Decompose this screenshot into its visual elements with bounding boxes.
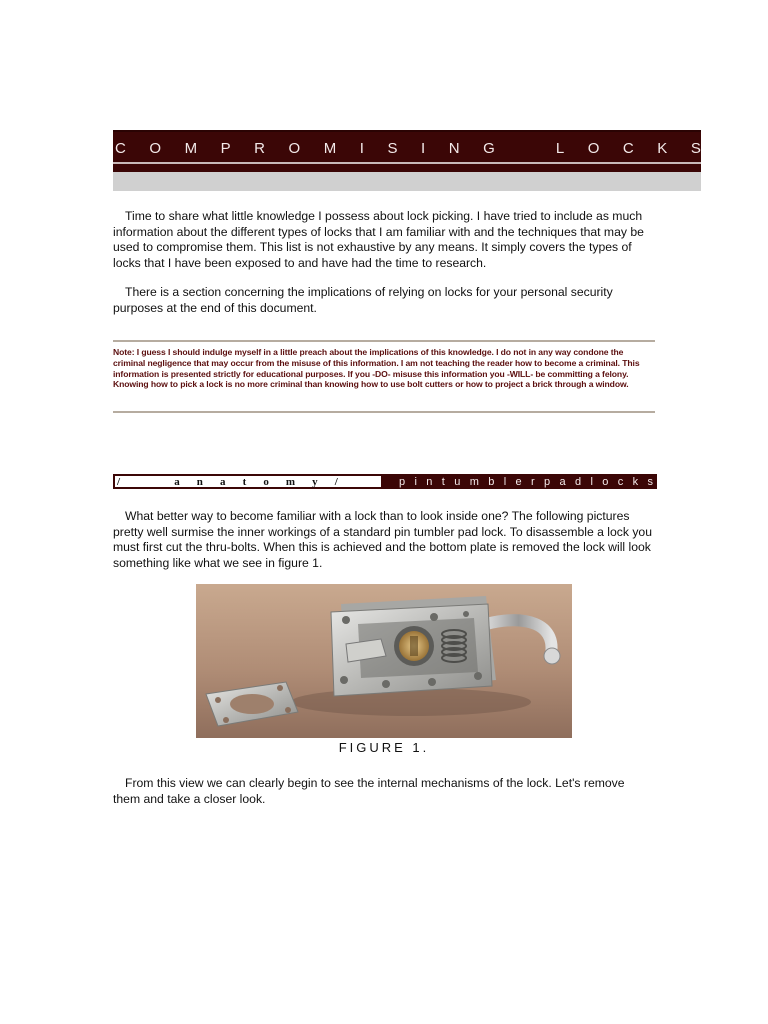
section-label-pin-tumbler [399, 474, 653, 489]
section-char: n [426, 475, 433, 488]
section-label-anatomy [114, 475, 382, 488]
title-letter: O [149, 140, 162, 157]
title-letter: I [359, 140, 364, 157]
section-char: s [647, 475, 653, 488]
section-char: a [220, 475, 226, 488]
title-letter: K [657, 140, 668, 157]
title-word-gap [518, 140, 532, 157]
section-char: c [617, 475, 624, 488]
padlock-photo [196, 584, 572, 738]
section-char: m [285, 475, 296, 488]
section-char: n [196, 475, 203, 488]
anatomy-paragraph-text: What better way to become familiar with a lock than to look inside one? The following pictures pretty well surmise the inner workings of a standard pin tumbler pad lock. To disassemble a lock you must first cut the thru-bolts. When this is achieved and the bottom plate is removed the lock will look something like what we see in figure 1. [113, 509, 652, 570]
section-char: b [488, 475, 495, 488]
intro-paragraph-2-text: There is a section concerning the implications of relying on locks for your personal security purposes at the end of this document. [113, 285, 613, 315]
section-char: o [263, 475, 269, 488]
section-char: p [399, 475, 406, 488]
anatomy-paragraph [113, 509, 653, 571]
title-letter: I [421, 140, 426, 157]
section-char: / [117, 475, 121, 488]
section-char: e [515, 475, 522, 488]
title-letter: O [587, 140, 600, 157]
title-letter: R [254, 140, 265, 157]
title-letter: M [184, 140, 198, 157]
title-letter: C [622, 140, 634, 157]
after-figure-paragraph-text: From this view we can clearly begin to see the internal mechanisms of the lock. Let's remove them and take a closer look. [113, 776, 625, 806]
section-char: u [454, 475, 461, 488]
section-char: a [174, 475, 180, 488]
title-letter: L [555, 140, 565, 157]
subtitle-bar [113, 172, 701, 191]
intro-paragraph-2 [113, 285, 653, 316]
title-letter: S [690, 140, 701, 157]
note-top-rule [113, 340, 655, 342]
title-letter: M [323, 140, 337, 157]
section-char: k [632, 475, 639, 488]
title-letter: O [288, 140, 301, 157]
title-letter: S [387, 140, 398, 157]
section-char: t [441, 475, 445, 488]
section-char: d [575, 475, 582, 488]
intro-paragraph-1 [113, 209, 653, 271]
intro-paragraph-1-text: Time to share what little knowledge I possess about lock picking. I have tried to include as much information about the different types of locks that I am familiar with and the techniques that may be used to compromise them. This list is not exhaustive by any means. It simply covers the types of locks that I have been exposed to and have had the time to research. [113, 209, 644, 270]
section-char: l [503, 475, 507, 488]
banner-divider [113, 162, 701, 164]
title-letter: G [483, 140, 495, 157]
section-char: a [559, 475, 566, 488]
title-letter: P [220, 140, 231, 157]
section-char: o [602, 475, 609, 488]
section-char: y [312, 475, 318, 488]
title-letter: C [115, 140, 126, 157]
figure-1-photo [196, 584, 572, 738]
note-bottom-rule [113, 411, 655, 413]
page-title [115, 140, 701, 157]
after-figure-paragraph [113, 776, 653, 807]
section-char: p [544, 475, 551, 488]
title-banner [113, 130, 701, 172]
section-char: m [469, 475, 479, 488]
section-char: r [531, 475, 535, 488]
section-char: t [242, 475, 247, 488]
section-char: i [414, 475, 417, 488]
section-char: l [590, 475, 593, 488]
figure-1-caption: FIGURE 1. [338, 740, 430, 755]
section-char: / [334, 475, 338, 488]
disclaimer-note: Note: I guess I should indulge myself in a little preach about the implications of this knowledge. I do not in any way condone the criminal negligence that may occur from the misuse of this information. I am not teaching the reader how to become a criminal. This information is presented strictly for educational purposes. If you -DO- misuse this information you -WILL- be committing a felony. Knowing how to pick a lock is no more criminal than knowing how to use bolt cutters or how to project a brick through a window. [113, 347, 640, 390]
section-header [113, 474, 657, 489]
title-letter: N [448, 140, 460, 157]
